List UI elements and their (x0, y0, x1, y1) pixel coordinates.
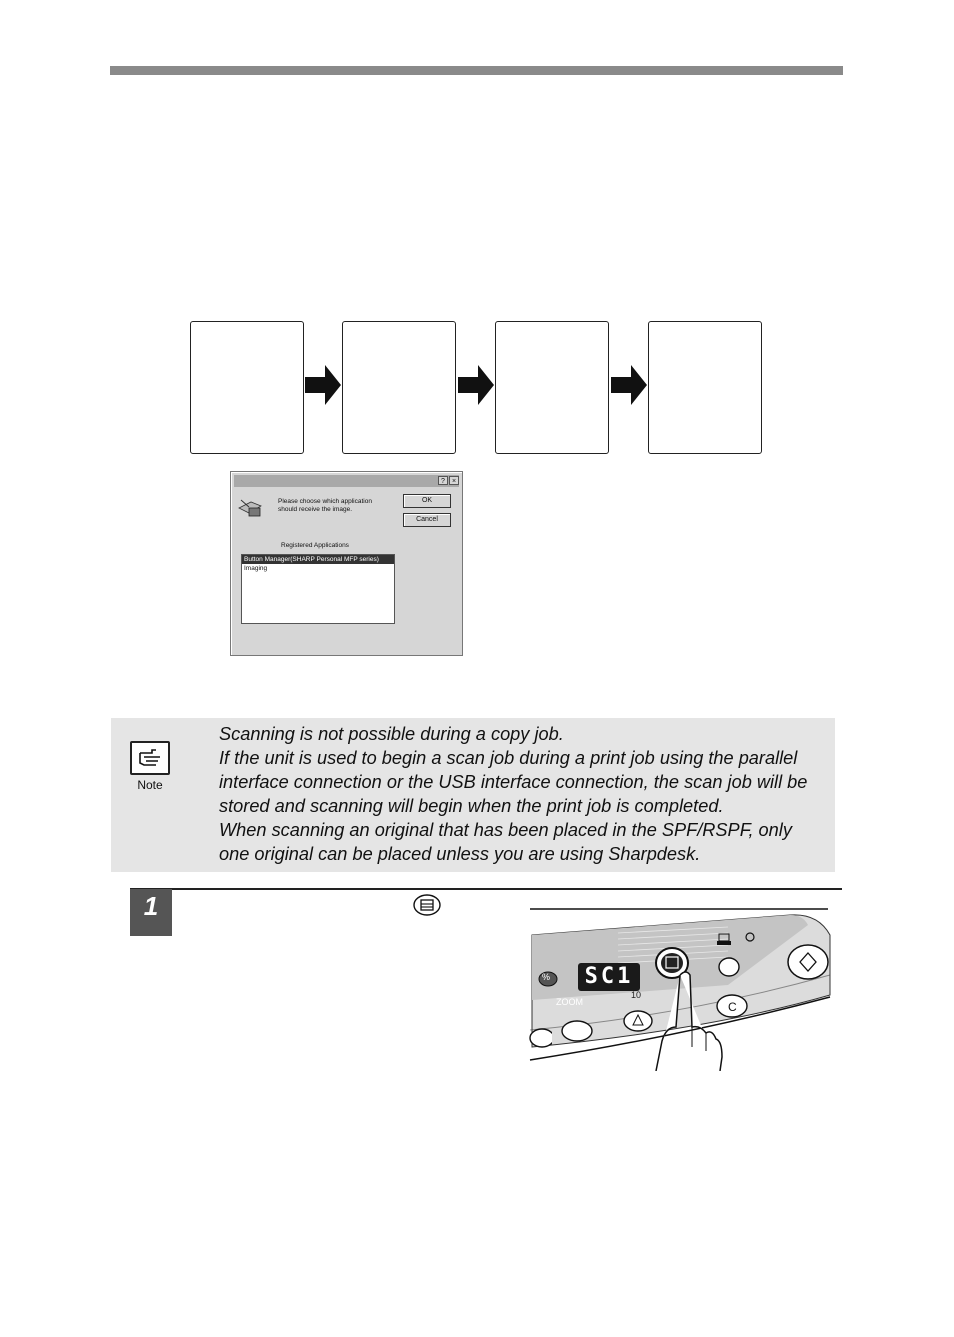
scanner-icon (237, 494, 263, 520)
application-chooser-dialog (230, 471, 463, 656)
copy-ratio-key[interactable] (528, 1027, 552, 1049)
printer-indicator-icon (716, 932, 732, 946)
note-text (219, 722, 829, 866)
registered-applications-label: Registered Applications (281, 542, 349, 549)
zoom-label: ZOOM (556, 997, 583, 1007)
flow-step-box-2 (342, 321, 456, 454)
flow-step-box-1 (190, 321, 304, 454)
flow-arrow-3 (611, 365, 647, 405)
copy-start-key[interactable] (786, 943, 830, 981)
registered-applications-list[interactable] (241, 554, 395, 624)
flow-step-box-3 (495, 321, 609, 454)
lcd-display: SC1 (578, 963, 640, 991)
dialog-titlebar (234, 475, 459, 487)
step-number: 1 (130, 889, 172, 936)
tray-select-key[interactable] (560, 1019, 594, 1043)
note-line: Scanning is not possible during a copy job. (219, 724, 564, 744)
counter-label: 10 (631, 990, 642, 1000)
note-line: stored and scanning will begin when the print job is completed. (219, 796, 724, 816)
header-rule (110, 66, 843, 75)
power-saver-icon (744, 931, 756, 943)
close-button[interactable]: × (449, 476, 459, 485)
note-line: one original can be placed unless you are using Sharpdesk. (219, 844, 701, 864)
note-label: Note (137, 778, 163, 792)
dialog-message: Please choose which application should receive the image. (278, 498, 372, 513)
help-button[interactable]: ? (438, 476, 448, 485)
cancel-button[interactable]: Cancel (403, 513, 451, 527)
note-line: If the unit is used to begin a scan job during a print job using the parallel (219, 748, 798, 768)
clear-key-label: C (728, 1000, 737, 1014)
ok-button[interactable]: OK (403, 494, 451, 508)
flow-step-box-4 (648, 321, 762, 454)
flow-arrow-1 (305, 365, 341, 405)
scan-key-icon (413, 894, 441, 916)
note-line: interface connection or the USB interface connection, the scan job will be (219, 772, 808, 792)
note-line: When scanning an original that has been placed in the SPF/RSPF, only (219, 820, 792, 840)
note-icon (130, 741, 170, 775)
control-panel-illustration (528, 905, 832, 1071)
list-item[interactable]: Imaging (244, 565, 268, 572)
list-item[interactable]: Button Manager(SHARP Personal MFP series) (242, 555, 394, 564)
flow-arrow-2 (458, 365, 494, 405)
percent-key-label: % (542, 972, 551, 982)
step-rule (130, 888, 842, 890)
pressing-finger-illustration (646, 967, 726, 1071)
